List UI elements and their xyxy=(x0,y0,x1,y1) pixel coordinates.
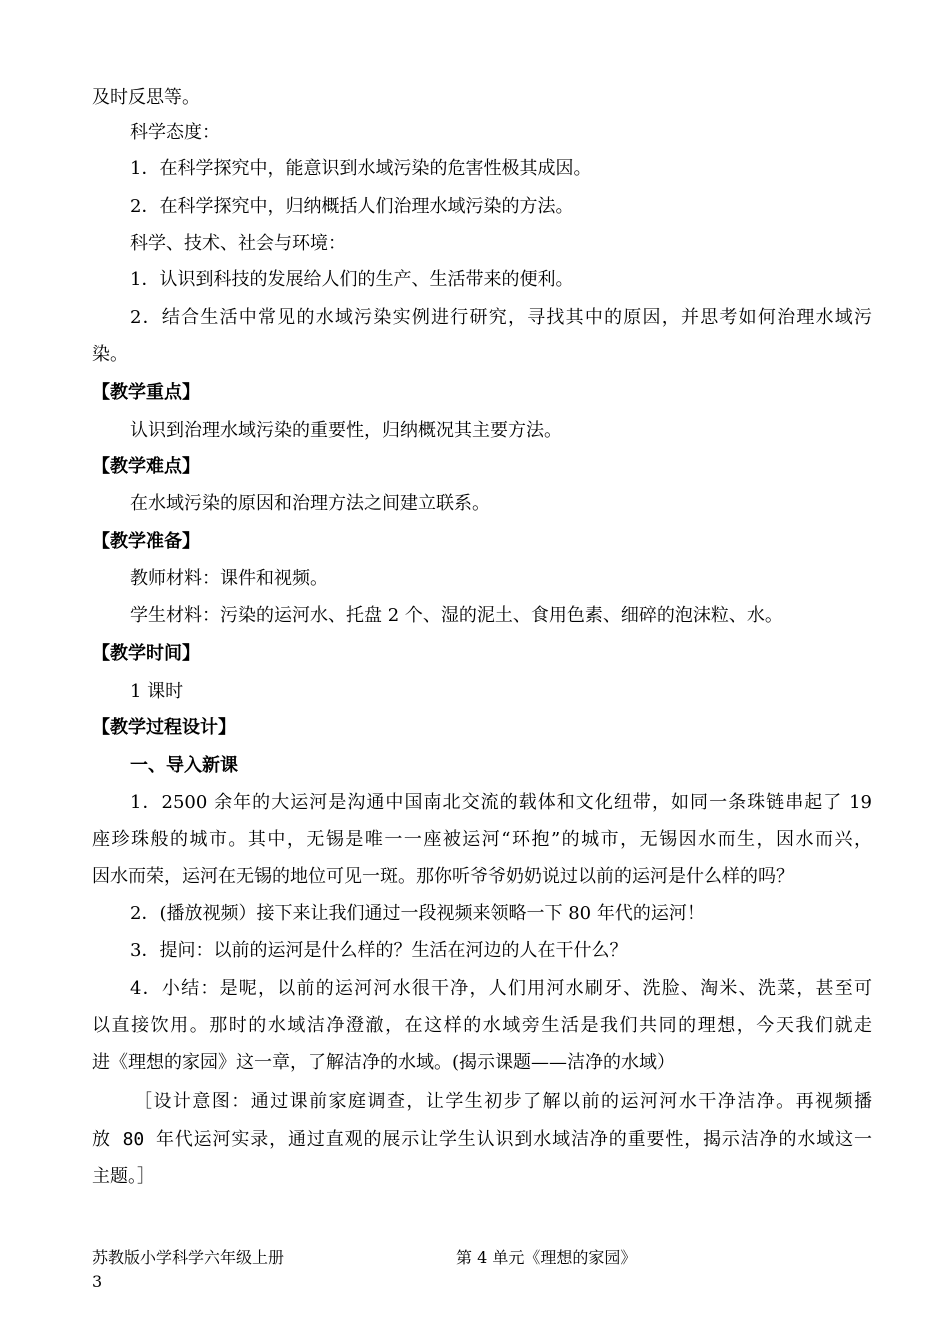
text-line: 学生材料：污染的运河水、托盘 2 个、湿的泥土、食用色素、细碎的泡沫粒、水。 xyxy=(130,605,783,626)
text-line: 教师材料：课件和视频。 xyxy=(130,568,328,589)
footer-unit-title: 第 4 单元《理想的家园》 xyxy=(456,1248,637,1267)
text-line: 1．在科学探究中，能意识到水域污染的危害性极其成因。 xyxy=(130,158,592,179)
text-line: 染。 xyxy=(92,344,128,365)
text-line: 1．认识到科技的发展给人们的生产、生活带来的便利。 xyxy=(130,269,574,290)
text-line: 及时反思等。 xyxy=(92,87,200,108)
section-heading-difficulties: 【教学难点】 xyxy=(92,456,200,477)
section-heading-process: 【教学过程设计】 xyxy=(92,717,236,738)
page-number: 3 xyxy=(92,1272,103,1291)
text-line: 2．在科学探究中，归纳概括人们治理水域污染的方法。 xyxy=(130,196,574,217)
design-note-line: 主题。］ xyxy=(92,1166,155,1187)
text-line: 进《理想的家园》这一章，了解洁净的水域。(揭示课题——洁净的水域） xyxy=(92,1052,676,1073)
subsection-heading-intro: 一、导入新课 xyxy=(130,755,238,776)
text-line: 以直接饮用。那时的水域洁净澄澈，在这样的水域旁生活是我们共同的理想，今天我们就走 xyxy=(92,1015,872,1036)
text-line: 座珍珠般的城市。其中，无锡是唯一一座被运河“环抱”的城市，无锡因水而生，因水而兴， xyxy=(92,829,872,850)
text-line: 在水域污染的原因和治理方法之间建立联系。 xyxy=(130,493,490,514)
subheading-attitude: 科学态度： xyxy=(130,122,220,143)
design-note-line: ［设计意图：通过课前家庭调查，让学生初步了解以前的运河河水干净洁净。再视频播 xyxy=(134,1091,872,1112)
section-heading-key-points: 【教学重点】 xyxy=(92,382,200,403)
footer-book-title: 苏教版小学科学六年级上册 xyxy=(92,1248,285,1267)
text-line: 4．小结：是呢，以前的运河河水很干净，人们用河水刷牙、洗脸、淘米、洗菜，甚至可 xyxy=(130,978,872,999)
text-line: 2．结合生活中常见的水域污染实例进行研究，寻找其中的原因，并思考如何治理水域污 xyxy=(130,307,872,328)
text-line: 1 课时 xyxy=(130,681,184,702)
text-line: 3．提问：以前的运河是什么样的？生活在河边的人在干什么？ xyxy=(130,940,628,961)
subheading-stse: 科学、技术、社会与环境： xyxy=(130,233,346,254)
text-line: 认识到治理水域污染的重要性，归纳概况其主要方法。 xyxy=(130,420,562,441)
text-line: 因水而荣，运河在无锡的地位可见一斑。那你听爷爷奶奶说过以前的运河是什么样的吗？ xyxy=(92,866,794,887)
section-heading-time: 【教学时间】 xyxy=(92,643,200,664)
text-line: 1．2500 余年的大运河是沟通中国南北交流的载体和文化纽带，如同一条珠链串起了 19 xyxy=(130,792,872,813)
section-heading-preparation: 【教学准备】 xyxy=(92,531,200,552)
text-line: 2．(播放视频）接下来让我们通过一段视频来领略一下 80 年代的运河！ xyxy=(130,903,705,924)
design-note-line: 放 80 年代运河实录，通过直观的展示让学生认识到水域洁净的重要性，揭示洁净的水域这一 xyxy=(92,1129,872,1150)
